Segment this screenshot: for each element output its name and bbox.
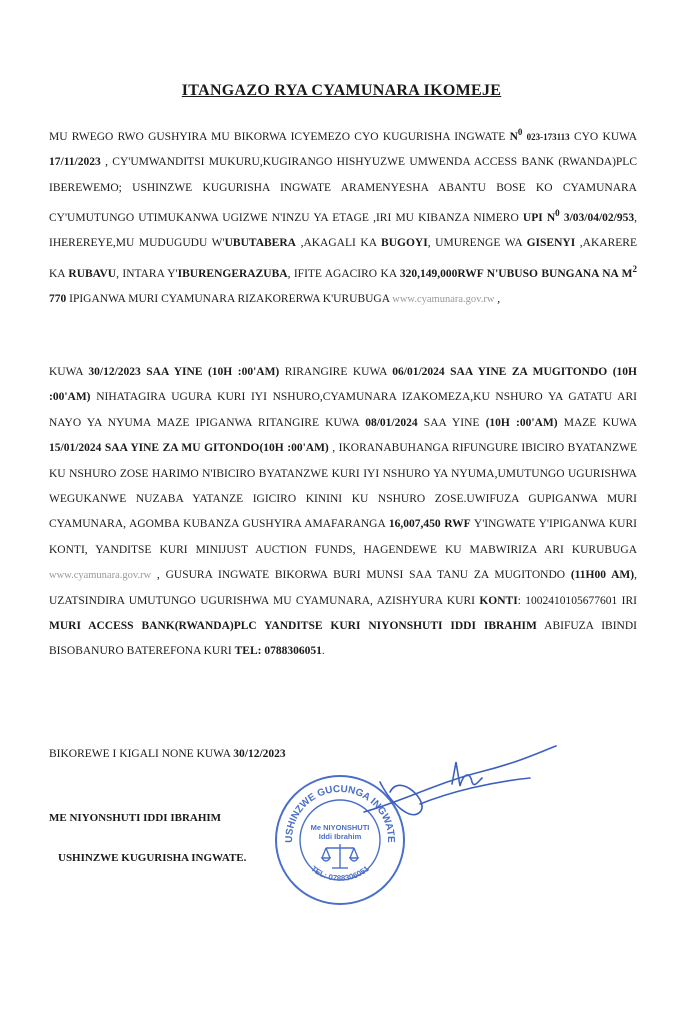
handwritten-signature: [360, 742, 560, 832]
scales-of-justice-icon: [322, 844, 358, 868]
stamp-top-text: USHINZWE GUCUNGA INGWATE: [283, 783, 397, 843]
stamp-bottom-text: TEL: 0788306051: [309, 864, 371, 883]
issue-date-line: BIKOREWE I KIGALI NONE KUWA 30/12/2023: [49, 748, 286, 760]
document-title: ITANGAZO RYA CYAMUNARA IKOMEJE: [181, 82, 502, 99]
paragraph-1: MU RWEGO RWO GUSHYIRA MU BIKORWA ICYEMEZO CYO KUGURISHA INGWATE $N^0$ 023-173113 CYO KUWA 17/11/2023 , CY'UMWANDITSI MUKURU,KUGIRANGO HISHYUZWE UMWENDA ACCESS BANK (RWANDA)PLC IBEREWEMO; USHINZWE KUGURISHA INGWATE ARAMENYESHA ABANTU BOSE KO CYAMUNARA CY'UMUTUNGO UTIMUKANWA UGIZWE N'INZU YA ETAGE ,IRI MU KIBANZA NIMERO UPI $N^0$ 3/03/04/02/953, IHEREREYE,MU MUDUGUDU W'UBUTABERA ,AKAGALI KA BUGOYI, UMURENGE WA GISENYI ,AKARERE KA RUBAVU, INTARA Y'IBURENGERAZUBA, IFITE AGACIRO KA 320,149,000RWF N'UBUSO BUNGANA NA $M^2$ 770 IPIGANWA MURI CYAMUNARA RIZAKORERWA K'URUBUGA www.cyamunara.gov.rw ,: [49, 127, 638, 305]
stamp-name-line-2: Iddi Ibrahim: [318, 832, 362, 841]
signatory-role: USHINZWE KUGURISHA INGWATE.: [58, 852, 247, 864]
issue-date: 30/12/2023: [233, 748, 286, 760]
signatory-name: ME NIYONSHUTI IDDI IBRAHIM: [49, 812, 222, 824]
paragraph-2: KUWA 30/12/2023 SAA YINE (10H :00'AM) RIRANGIRE KUWA 06/01/2024 SAA YINE ZA MUGITONDO (10H :00'AM) NIHATAGIRA UGURA KURI IYI NSHURO,CYAMUNARA IZAKOMEZA,KU NSHURO YA GATATU ARI NAYO YA NYUMA MAZE IPIGANWA RITANGIRE KUWA 08/01/2024 SAA YINE (10H :00'AM) MAZE KUWA 15/01/2024 SAA YINE ZA MU GITONDO(10H :00'AM) , IKORANABUHANGA RIFUNGURE IBICIRO BYATANZWE KU NSHURO ZOSE HARIMO N'IBICIRO BYATANZWE KURI IYI NSHURO YA NYUMA,UMUTUNGO UGURISHWA WEGUKANWE NUZABA YATANZE IGICIRO KININI KU NSHURO ZOSE.UWIFUZA GUPIGANWA MURI CYAMUNARA, AGOMBA KUBANZA GUSHYIRA AMAFARANGA 16,007,450 RWF Y'INGWATE Y'IPIGANWA KURI KONTI, YANDITSE KURI MINIJUST AUCTION FUNDS, HAGENDEWE KU MABWIRIZA ARI KURUBUGA www.cyamunara.gov.rw , GUSURA INGWATE BIKORWA BURI MUNSI SAA TANU ZA MUGITONDO (11H00 AM), UZATSINDIRA UMUTUNGO UGURISHWA MU CYAMUNARA, AZISHYURA KURI KONTI: 1002410105677601 IRI MURI ACCESS BANK(RWANDA)PLC YANDITSE KURI NIYONSHUTI IDDI IBRAHIM ABIFUZA IBINDI BISOBANURO BATEREFONA KURI TEL: 0788306051.: [49, 366, 637, 658]
website-link-2[interactable]: www.cyamunara.gov.rw: [49, 570, 152, 582]
website-link[interactable]: www.cyamunara.gov.rw: [392, 293, 495, 305]
stamp-name-line-1: Me NIYONSHUTI: [310, 823, 370, 832]
